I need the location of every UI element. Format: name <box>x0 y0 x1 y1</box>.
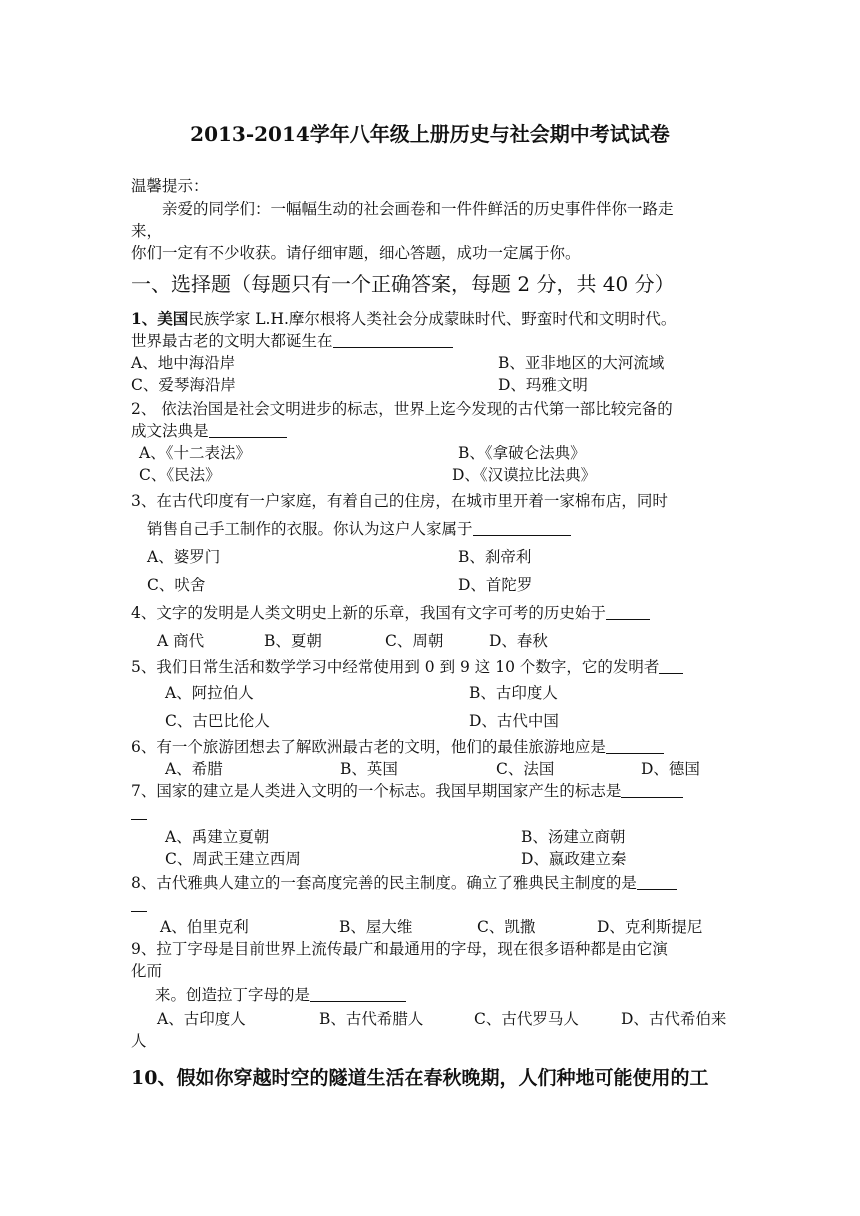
question-9-stem: 来。创造拉丁字母的是 <box>155 986 311 1004</box>
question-3-line-2 <box>147 518 571 540</box>
question-3-option-c: C、吠舍 <box>147 576 206 594</box>
question-9-option-a: A、古印度人 <box>157 1010 246 1028</box>
answer-blank <box>333 331 453 348</box>
question-10-text: 假如你穿越时空的隧道生活在春秋晚期，人们种地可能使用的工 <box>176 1067 709 1089</box>
question-1-bold: 美国 <box>157 309 189 328</box>
question-6-stem: 6、有一个旅游团想去了解欧洲最古老的文明，他们的最佳旅游地应是 <box>131 738 606 756</box>
question-1-text: 民族学家 L.H.摩尔根将人类社会分成蒙昧时代、野蛮时代和文明时代。 <box>188 310 677 328</box>
answer-blank <box>131 895 147 912</box>
question-10-number: 10、 <box>131 1067 177 1089</box>
question-9-line-1: 9、拉丁字母是目前世界上流传最广和最通用的字母，现在很多语种都是由它演 <box>131 940 668 958</box>
section-heading: 一、选择题（每题只有一个正确答案，每题 2 分，共 40 分） <box>131 272 675 296</box>
question-9-option-d: D、古代希伯来 <box>621 1010 727 1028</box>
question-8-option-b: B、屋大维 <box>339 918 413 936</box>
question-9-option-d-wrap: 人 <box>131 1032 147 1050</box>
answer-blank <box>209 421 287 438</box>
exam-title: 2013-2014学年八年级上册历史与社会期中考试试卷 <box>190 122 670 146</box>
question-6-option-c: C、法国 <box>496 760 555 778</box>
question-5-stem: 5、我们日常生活和数学学习中经常使用到 0 到 9 这 10 个数字，它的发明者 <box>131 658 660 676</box>
question-6-option-b: B、英国 <box>340 760 398 778</box>
question-8-line-1 <box>131 872 677 894</box>
question-2-line-1: 2、 依法治国是社会文明进步的标志，世界上迄今发现的古代第一部比较完备的 <box>131 400 673 418</box>
question-6-option-a: A、希腊 <box>165 760 223 778</box>
question-1-option-c: C、爱琴海沿岸 <box>131 376 236 394</box>
question-3-stem: 销售自己手工制作的衣服。你认为这户人家属于 <box>147 520 473 538</box>
tip-label: 温馨提示： <box>131 177 209 195</box>
answer-blank <box>637 873 677 890</box>
question-8-blank-wrap <box>131 894 147 916</box>
question-9-line-1-wrap: 化而 <box>131 962 163 980</box>
question-3-option-a: A、婆罗门 <box>147 548 221 566</box>
question-4-line-1 <box>131 602 650 624</box>
tip-line-1-wrap: 来， <box>131 222 163 240</box>
question-8-option-a: A、伯里克利 <box>160 918 249 936</box>
question-5-line-1 <box>131 656 683 678</box>
question-8-option-c: C、凯撒 <box>477 918 536 936</box>
question-1-line-2 <box>131 330 453 352</box>
question-2-option-a: A、《十二表法》 <box>139 444 251 462</box>
question-1-option-a: A、地中海沿岸 <box>131 354 236 372</box>
answer-blank <box>473 519 571 536</box>
answer-blank <box>606 603 650 620</box>
question-4-stem: 4、文字的发明是人类文明史上新的乐章，我国有文字可考的历史始于 <box>131 604 606 622</box>
question-4-option-d: D、春秋 <box>489 632 548 650</box>
question-5-option-c: C、古巴比伦人 <box>165 712 270 730</box>
question-1-stem: 世界最古老的文明大都诞生在 <box>131 332 333 350</box>
answer-blank <box>310 985 406 1002</box>
question-4-option-b: B、夏朝 <box>264 632 322 650</box>
question-6-option-d: D、德国 <box>641 760 700 778</box>
question-2-option-b: B、《拿破仑法典》 <box>458 444 586 462</box>
question-3-option-b: B、刹帝利 <box>458 548 532 566</box>
question-7-option-a: A、禹建立夏朝 <box>165 828 270 846</box>
question-1-line-1 <box>131 308 676 330</box>
question-5-option-d: D、古代中国 <box>469 712 559 730</box>
question-4-option-a: A 商代 <box>157 632 205 650</box>
answer-blank <box>606 737 664 754</box>
question-2-stem: 成文法典是 <box>131 422 209 440</box>
question-8-stem: 8、古代雅典人建立的一套高度完善的民主制度。确立了雅典民主制度的是 <box>131 874 637 892</box>
question-5-option-a: A、阿拉伯人 <box>165 684 254 702</box>
question-2-option-d: D、《汉谟拉比法典》 <box>452 466 597 484</box>
question-7-line-1 <box>131 780 683 802</box>
tip-line-1: 亲爱的同学们：一幅幅生动的社会画卷和一件件鲜活的历史事件伴你一路走 <box>162 200 674 218</box>
question-9-option-c: C、古代罗马人 <box>474 1010 579 1028</box>
question-7-blank-wrap <box>131 802 147 824</box>
question-1-option-d: D、玛雅文明 <box>498 376 588 394</box>
question-7-option-b: B、汤建立商朝 <box>521 828 626 846</box>
question-2-option-c: C、《民法》 <box>139 466 221 484</box>
question-4-option-c: C、周朝 <box>385 632 444 650</box>
question-3-line-1: 3、在古代印度有一户家庭，有着自己的住房，在城市里开着一家棉布店，同时 <box>131 492 668 510</box>
question-7-stem: 7、国家的建立是人类进入文明的一个标志。我国早期国家产生的标志是 <box>131 782 622 800</box>
question-1-number: 1、 <box>131 309 158 328</box>
question-3-option-d: D、首陀罗 <box>458 576 533 594</box>
question-8-option-d: D、克利斯提尼 <box>597 918 703 936</box>
question-10-line-1 <box>131 1064 708 1092</box>
tip-line-2: 你们一定有不少收获。请仔细审题，细心答题，成功一定属于你。 <box>131 244 581 262</box>
question-9-option-b: B、古代希腊人 <box>319 1010 424 1028</box>
answer-blank <box>659 657 683 674</box>
question-6-line-1 <box>131 736 664 758</box>
question-7-option-d: D、嬴政建立秦 <box>521 850 627 868</box>
question-5-option-b: B、古印度人 <box>469 684 558 702</box>
answer-blank <box>621 781 683 798</box>
question-9-line-2 <box>155 984 406 1006</box>
question-2-line-2 <box>131 420 287 442</box>
answer-blank <box>131 803 147 820</box>
question-7-option-c: C、周武王建立西周 <box>165 850 301 868</box>
question-1-option-b: B、亚非地区的大河流域 <box>498 354 665 372</box>
